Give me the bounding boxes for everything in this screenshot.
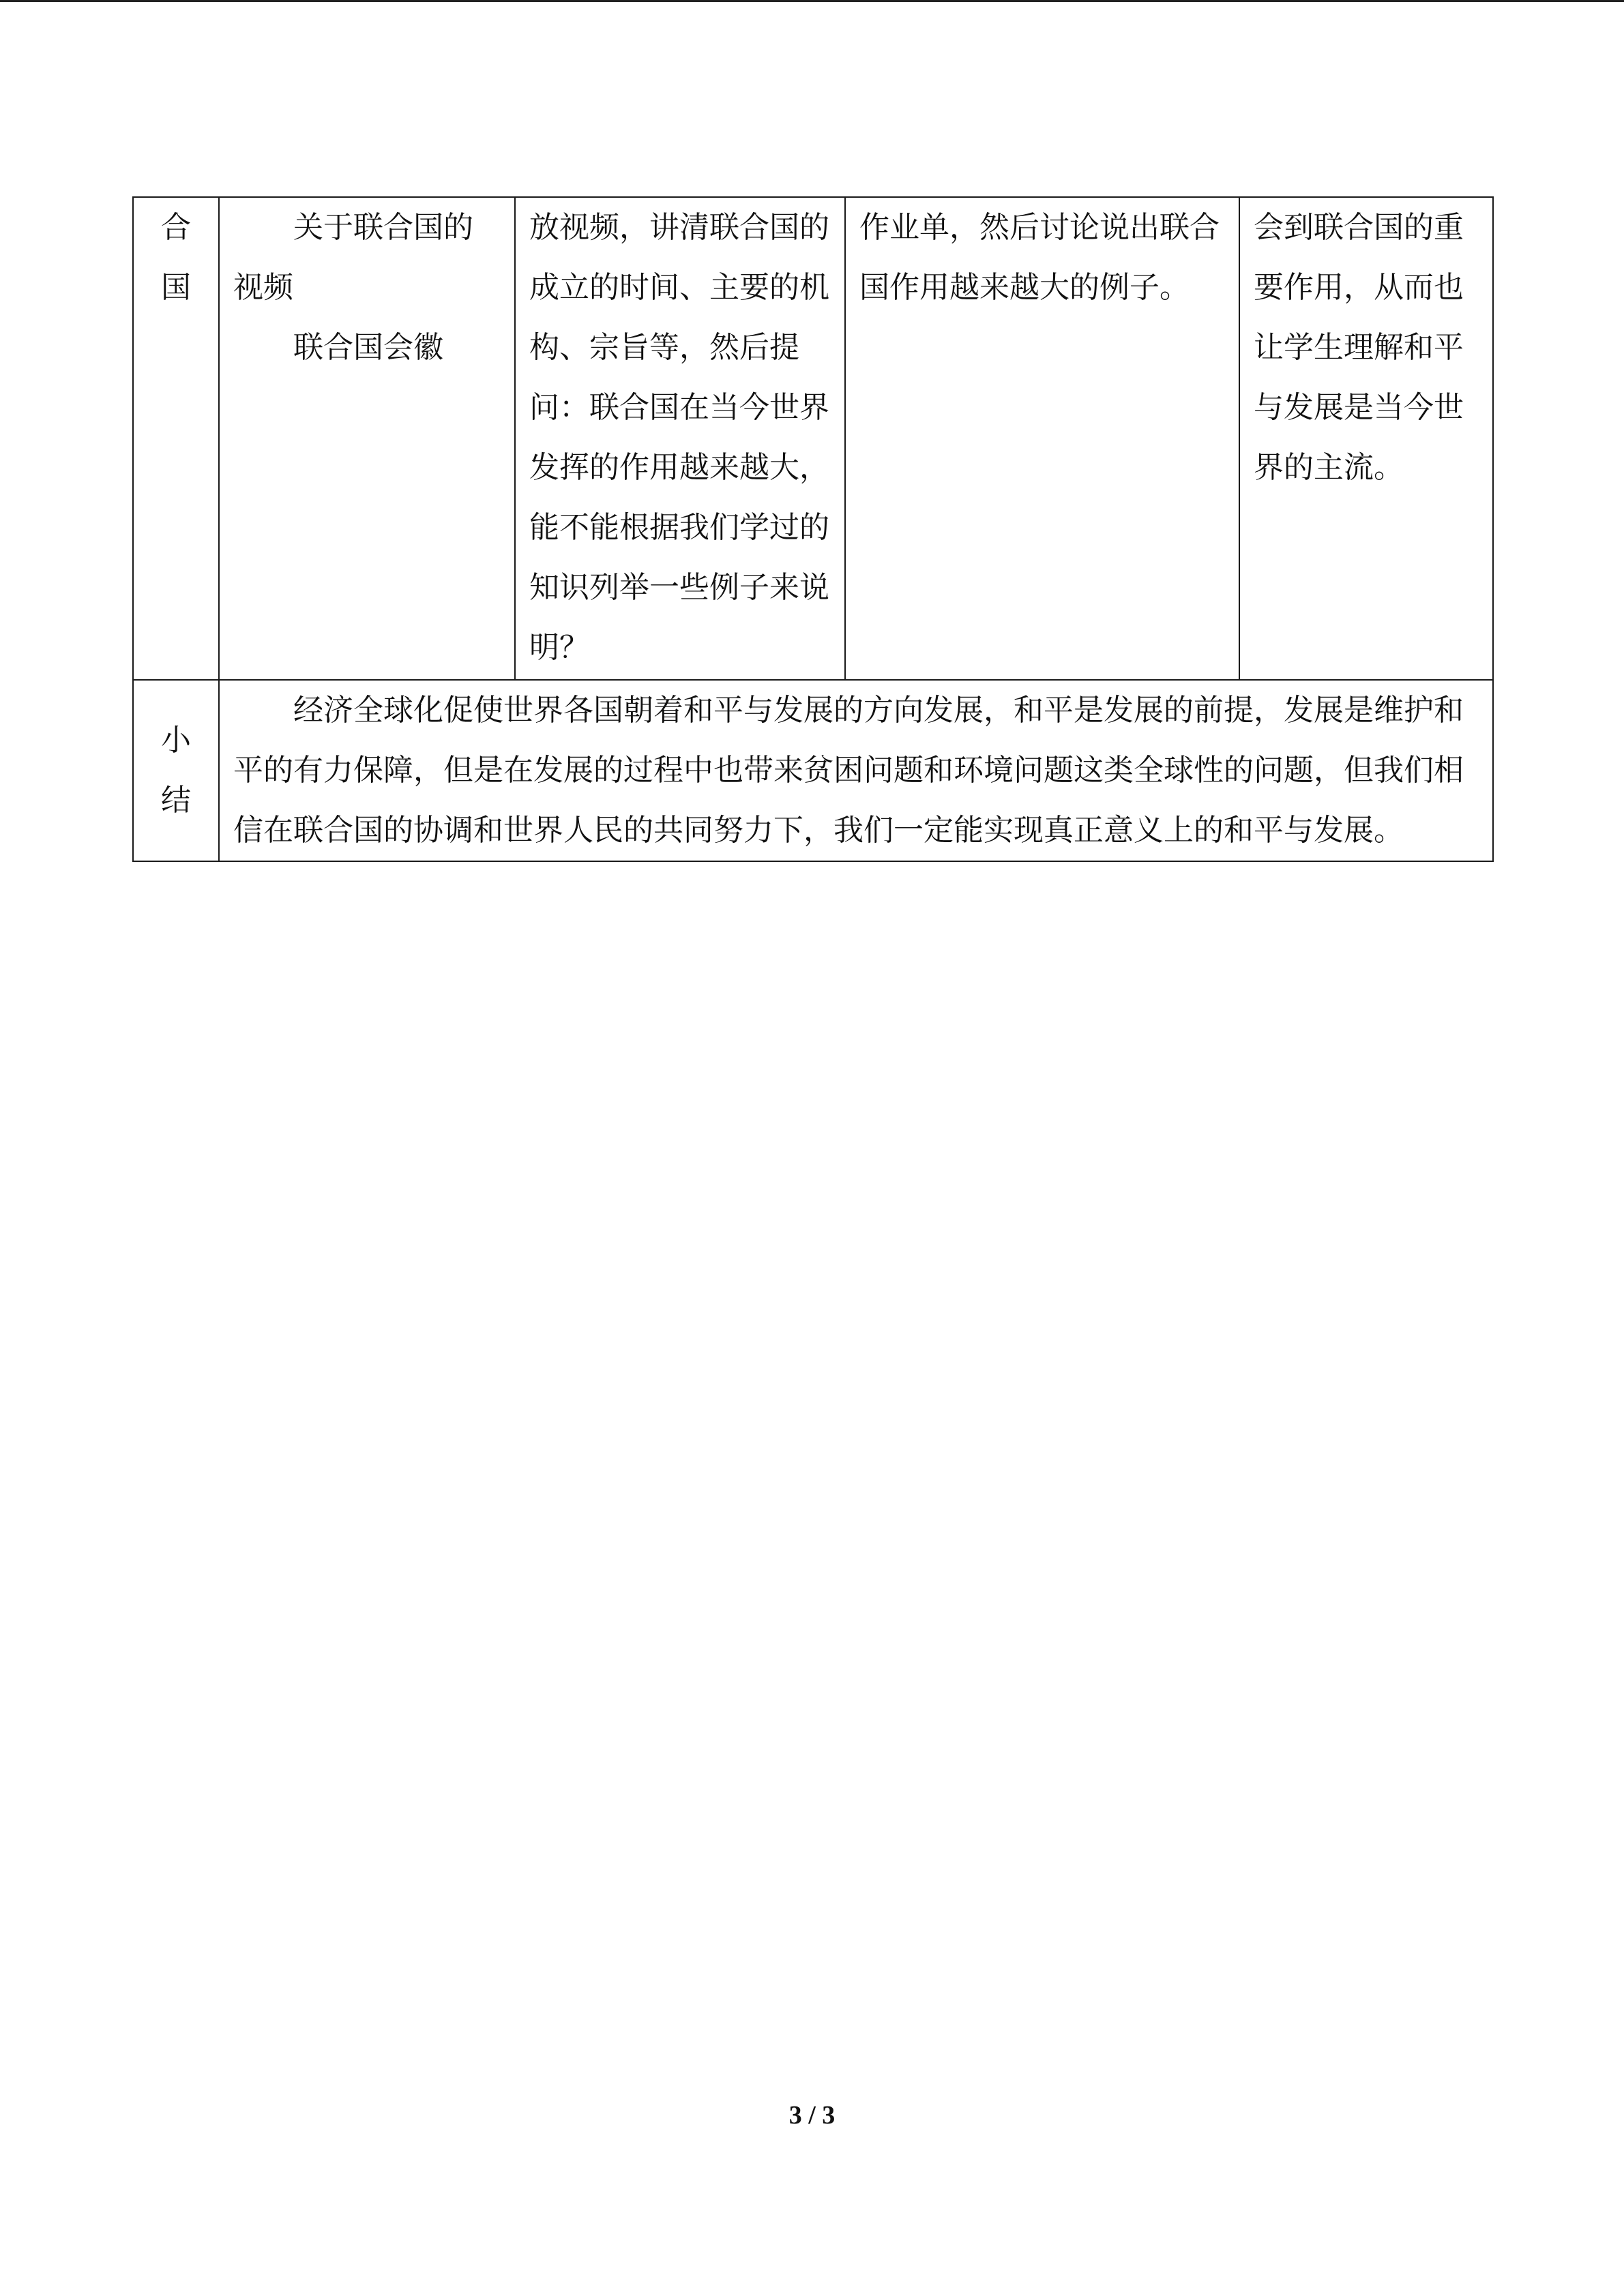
- summary-text: 经济全球化促使世界各国朝着和平与发展的方向发展，和平是发展的前提，发展是维护和平的有力保障，但是在发展的过程中也带来贫困问题和环境问题这类全球性的问题，但我们相信在联合国的协调和世界人民的共同努力下，我们一定能实现真正意义上的和平与发展。: [233, 693, 1464, 848]
- table-row-united-nations: [133, 197, 1493, 680]
- row-label-cell: [133, 197, 219, 680]
- page-top-border: [0, 0, 1624, 2]
- lesson-plan-table: [132, 196, 1494, 862]
- resources-cell: [219, 197, 515, 680]
- row-label: 合 国: [161, 210, 191, 305]
- resource-line-emblem: 联合国会徽: [293, 330, 443, 365]
- summary-cell: [219, 680, 1493, 861]
- summary-label-cell: [133, 680, 219, 861]
- page-number: 3 / 3: [788, 2101, 836, 2130]
- design-intent-cell: [1239, 197, 1493, 680]
- teacher-activity-cell: [515, 197, 845, 680]
- student-activity-cell: [845, 197, 1239, 680]
- table-row-summary: [133, 680, 1493, 861]
- student-activity-text: 作业单，然后讨论说出联合国作用越来越大的例子。: [859, 210, 1220, 305]
- design-intent-text: 会到联合国的重要作用，从而也让学生理解和平与发展是当今世界的主流。: [1254, 210, 1464, 485]
- resource-line-video: 关于联合国的视频: [233, 210, 473, 305]
- teacher-activity-text: 放视频，讲清联合国的成立的时间、主要的机构、宗旨等，然后提问：联合国在当今世界发挥的作用越来越大，能不能根据我们学过的知识列举一些例子来说明？: [529, 210, 829, 665]
- summary-label: 小 结: [161, 723, 191, 818]
